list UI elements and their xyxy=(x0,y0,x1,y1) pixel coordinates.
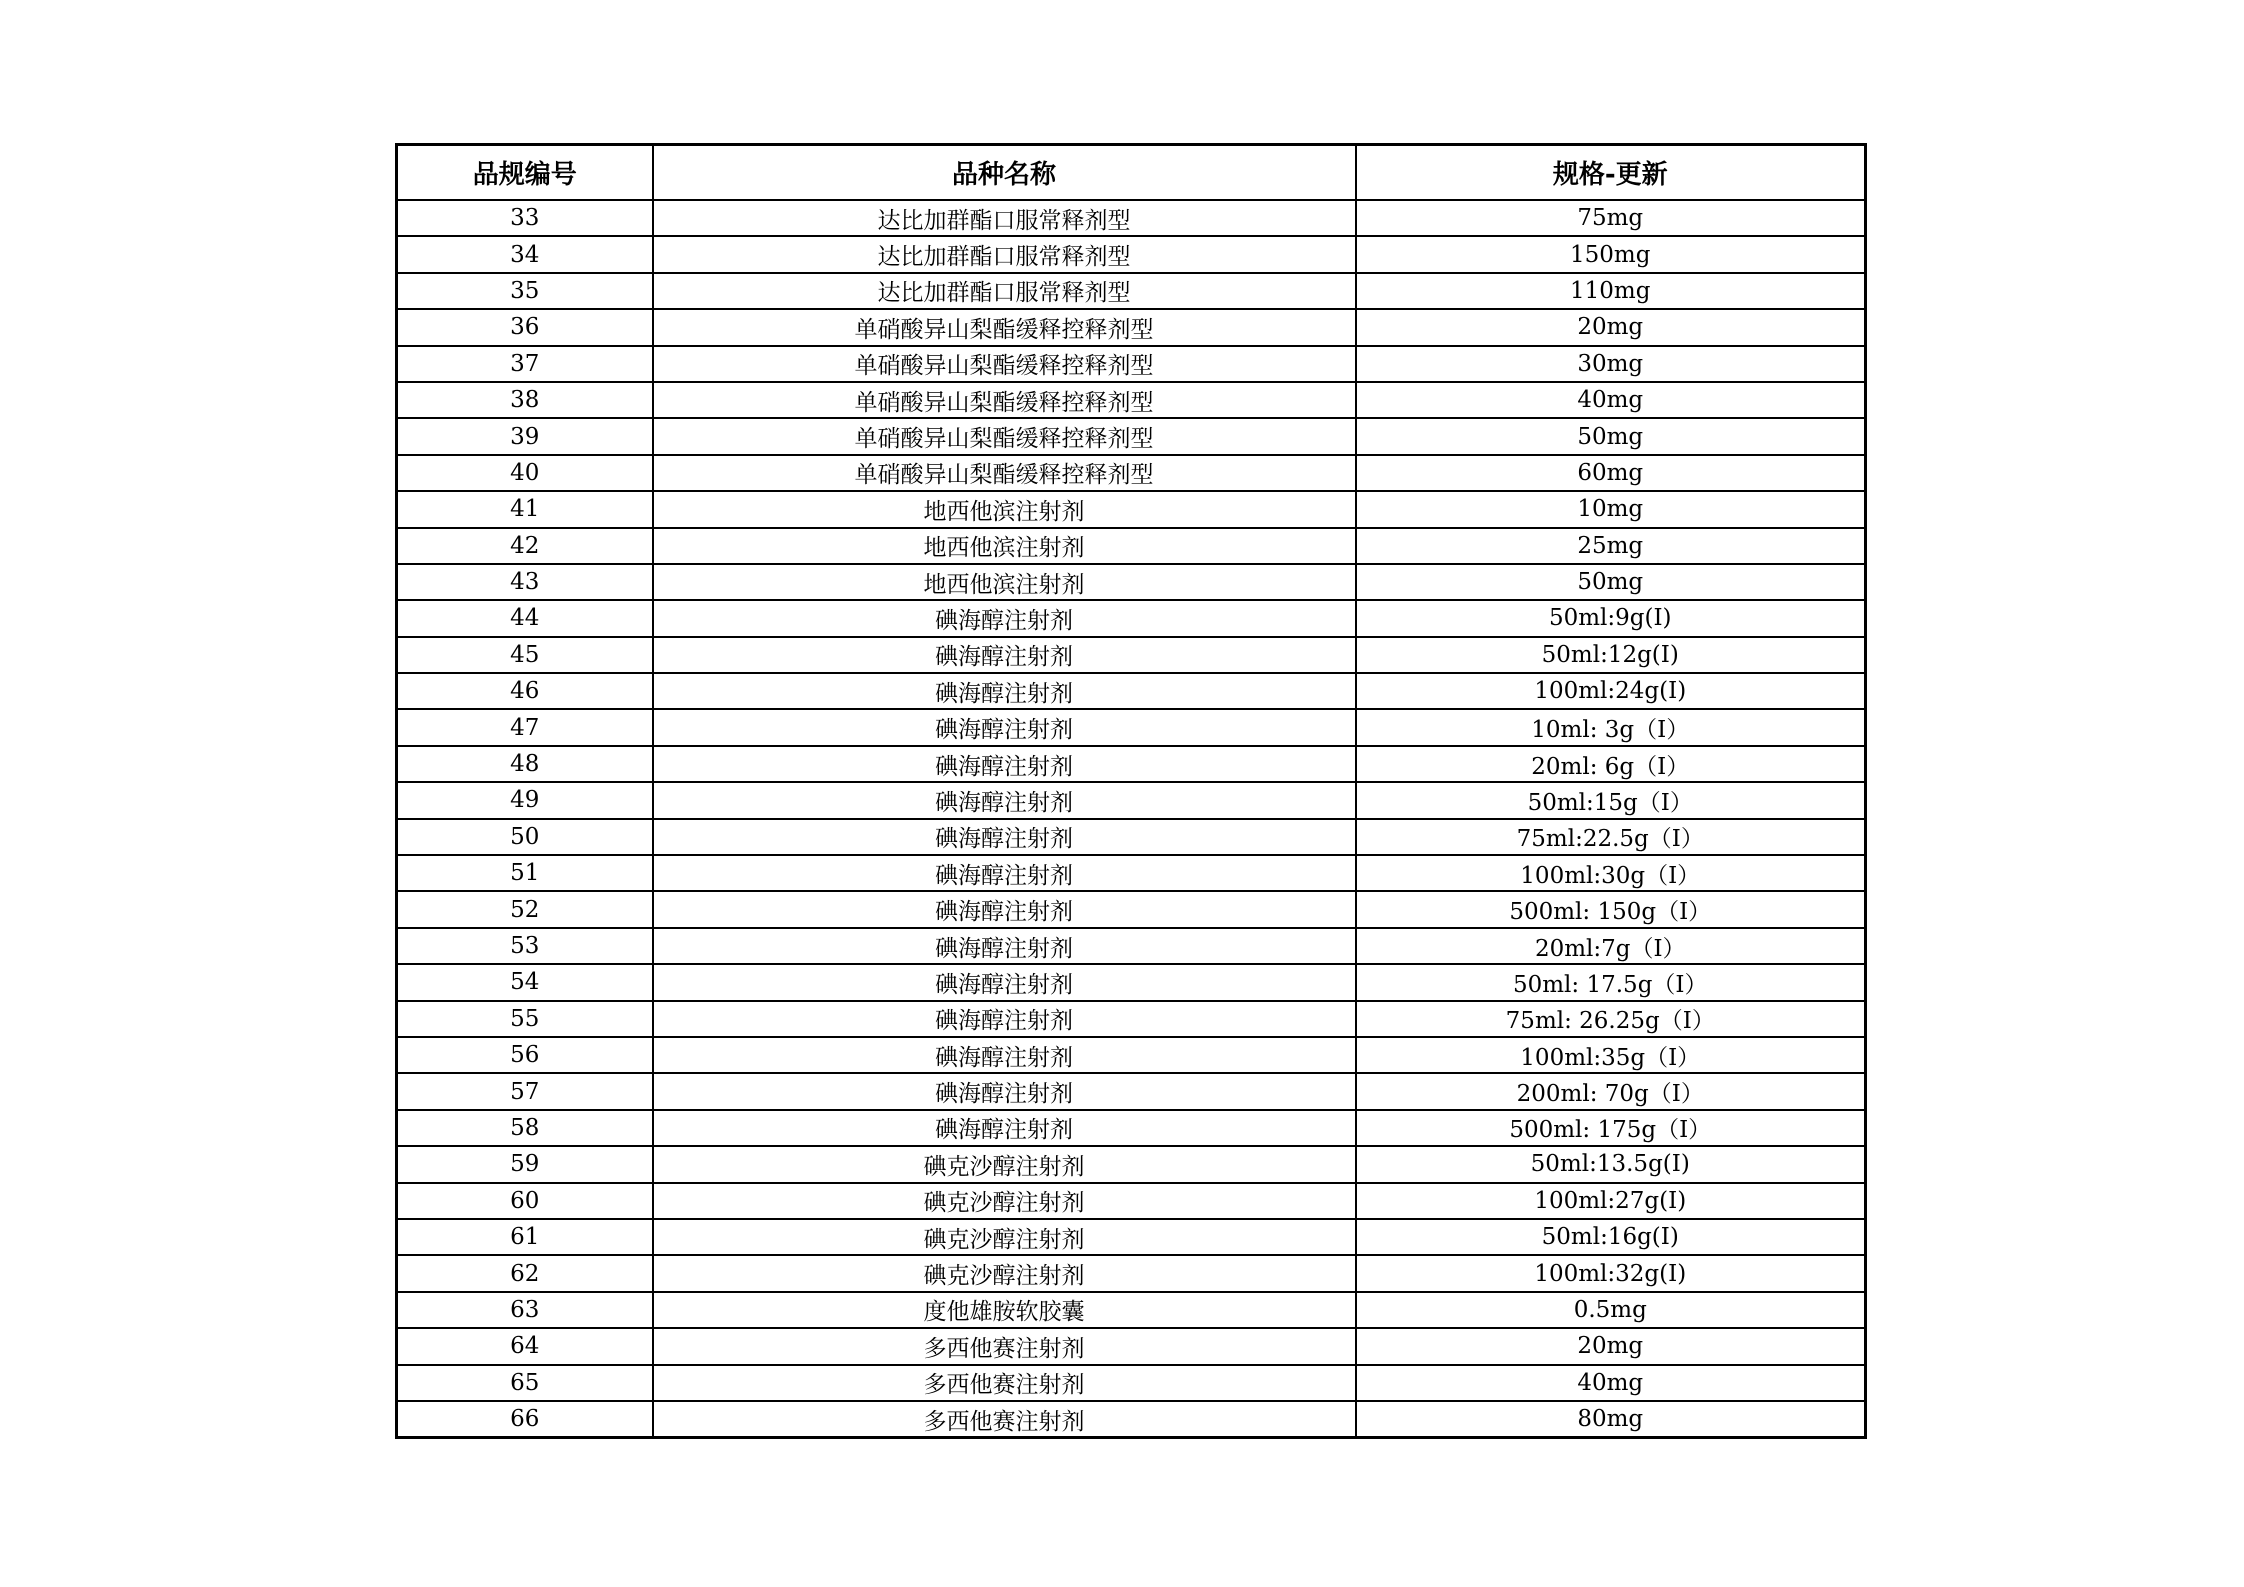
cell-specification: 50ml:13.5g(I) xyxy=(1356,1146,1866,1182)
cell-drug-name: 碘海醇注射剂 xyxy=(653,1110,1356,1146)
cell-drug-name: 碘海醇注射剂 xyxy=(653,746,1356,782)
cell-spec-number: 38 xyxy=(397,382,653,418)
cell-spec-number: 46 xyxy=(397,673,653,709)
cell-spec-number: 36 xyxy=(397,309,653,345)
cell-spec-number: 58 xyxy=(397,1110,653,1146)
table-row xyxy=(397,1328,1866,1364)
cell-drug-name: 碘海醇注射剂 xyxy=(653,673,1356,709)
table-row xyxy=(397,1255,1866,1291)
cell-drug-name: 多西他赛注射剂 xyxy=(653,1328,1356,1364)
cell-spec-number: 56 xyxy=(397,1037,653,1073)
table-row xyxy=(397,309,1866,345)
cell-drug-name: 地西他滨注射剂 xyxy=(653,528,1356,564)
cell-spec-number: 65 xyxy=(397,1365,653,1401)
cell-specification: 30mg xyxy=(1356,346,1866,382)
table-row xyxy=(397,564,1866,600)
cell-specification: 20ml:7g（I） xyxy=(1356,928,1866,964)
cell-specification: 50ml:15g（I） xyxy=(1356,782,1866,818)
cell-drug-name: 达比加群酯口服常释剂型 xyxy=(653,273,1356,309)
table-row xyxy=(397,637,1866,673)
drug-spec-table xyxy=(395,143,1867,1439)
table-row xyxy=(397,1401,1866,1438)
table-row xyxy=(397,1110,1866,1146)
cell-drug-name: 碘海醇注射剂 xyxy=(653,637,1356,673)
cell-specification: 75mg xyxy=(1356,200,1866,236)
table-row xyxy=(397,200,1866,236)
cell-spec-number: 43 xyxy=(397,564,653,600)
cell-specification: 50ml:16g(I) xyxy=(1356,1219,1866,1255)
cell-specification: 10mg xyxy=(1356,491,1866,527)
cell-drug-name: 达比加群酯口服常释剂型 xyxy=(653,236,1356,272)
cell-spec-number: 37 xyxy=(397,346,653,382)
cell-spec-number: 62 xyxy=(397,1255,653,1291)
cell-spec-number: 60 xyxy=(397,1183,653,1219)
table-row xyxy=(397,273,1866,309)
cell-specification: 40mg xyxy=(1356,382,1866,418)
cell-drug-name: 度他雄胺软胶囊 xyxy=(653,1292,1356,1328)
cell-drug-name: 碘克沙醇注射剂 xyxy=(653,1146,1356,1182)
cell-specification: 80mg xyxy=(1356,1401,1866,1438)
cell-spec-number: 50 xyxy=(397,819,653,855)
cell-specification: 100ml:32g(I) xyxy=(1356,1255,1866,1291)
table-row xyxy=(397,891,1866,927)
table-row xyxy=(397,528,1866,564)
cell-drug-name: 碘海醇注射剂 xyxy=(653,1073,1356,1109)
cell-specification: 150mg xyxy=(1356,236,1866,272)
cell-specification: 100ml:27g(I) xyxy=(1356,1183,1866,1219)
table-row xyxy=(397,928,1866,964)
cell-specification: 10ml: 3g（I） xyxy=(1356,709,1866,745)
table-row xyxy=(397,1037,1866,1073)
cell-spec-number: 44 xyxy=(397,600,653,636)
cell-drug-name: 碘海醇注射剂 xyxy=(653,709,1356,745)
cell-drug-name: 碘克沙醇注射剂 xyxy=(653,1183,1356,1219)
cell-spec-number: 33 xyxy=(397,200,653,236)
cell-spec-number: 42 xyxy=(397,528,653,564)
cell-specification: 50ml:12g(Ⅰ) xyxy=(1356,637,1866,673)
table-row xyxy=(397,746,1866,782)
cell-spec-number: 64 xyxy=(397,1328,653,1364)
cell-drug-name: 碘海醇注射剂 xyxy=(653,600,1356,636)
cell-spec-number: 35 xyxy=(397,273,653,309)
cell-spec-number: 52 xyxy=(397,891,653,927)
cell-spec-number: 47 xyxy=(397,709,653,745)
cell-spec-number: 63 xyxy=(397,1292,653,1328)
cell-specification: 100ml:24g(Ⅰ) xyxy=(1356,673,1866,709)
cell-drug-name: 单硝酸异山梨酯缓释控释剂型 xyxy=(653,309,1356,345)
cell-spec-number: 66 xyxy=(397,1401,653,1438)
cell-specification: 50mg xyxy=(1356,418,1866,454)
table-row xyxy=(397,709,1866,745)
cell-drug-name: 碘克沙醇注射剂 xyxy=(653,1219,1356,1255)
header-spec-number: 品规编号 xyxy=(397,145,653,201)
cell-spec-number: 39 xyxy=(397,418,653,454)
cell-spec-number: 45 xyxy=(397,637,653,673)
table-row xyxy=(397,1073,1866,1109)
table-row xyxy=(397,236,1866,272)
table-row xyxy=(397,1365,1866,1401)
cell-specification: 100ml:35g（I） xyxy=(1356,1037,1866,1073)
cell-spec-number: 34 xyxy=(397,236,653,272)
cell-specification: 500ml: 150g（I） xyxy=(1356,891,1866,927)
cell-specification: 75ml: 26.25g（I） xyxy=(1356,1001,1866,1037)
table-row xyxy=(397,1183,1866,1219)
cell-drug-name: 地西他滨注射剂 xyxy=(653,564,1356,600)
table-row xyxy=(397,964,1866,1000)
cell-specification: 40mg xyxy=(1356,1365,1866,1401)
table-row xyxy=(397,491,1866,527)
cell-drug-name: 碘克沙醇注射剂 xyxy=(653,1255,1356,1291)
header-row xyxy=(397,145,1866,201)
table-row xyxy=(397,673,1866,709)
table-row xyxy=(397,382,1866,418)
header-specification: 规格-更新 xyxy=(1356,145,1866,201)
cell-drug-name: 单硝酸异山梨酯缓释控释剂型 xyxy=(653,418,1356,454)
table-row xyxy=(397,1292,1866,1328)
header-drug-name: 品种名称 xyxy=(653,145,1356,201)
cell-drug-name: 碘海醇注射剂 xyxy=(653,964,1356,1000)
cell-drug-name: 单硝酸异山梨酯缓释控释剂型 xyxy=(653,346,1356,382)
cell-drug-name: 达比加群酯口服常释剂型 xyxy=(653,200,1356,236)
cell-drug-name: 碘海醇注射剂 xyxy=(653,891,1356,927)
cell-drug-name: 碘海醇注射剂 xyxy=(653,1001,1356,1037)
cell-specification: 110mg xyxy=(1356,273,1866,309)
cell-spec-number: 55 xyxy=(397,1001,653,1037)
cell-specification: 50ml: 17.5g（I） xyxy=(1356,964,1866,1000)
cell-drug-name: 碘海醇注射剂 xyxy=(653,782,1356,818)
cell-drug-name: 碘海醇注射剂 xyxy=(653,819,1356,855)
cell-drug-name: 多西他赛注射剂 xyxy=(653,1365,1356,1401)
cell-specification: 20mg xyxy=(1356,309,1866,345)
cell-drug-name: 碘海醇注射剂 xyxy=(653,928,1356,964)
table-row xyxy=(397,855,1866,891)
cell-specification: 50ml:9g(Ⅰ) xyxy=(1356,600,1866,636)
cell-spec-number: 61 xyxy=(397,1219,653,1255)
cell-spec-number: 59 xyxy=(397,1146,653,1182)
table-row xyxy=(397,819,1866,855)
table-row xyxy=(397,1001,1866,1037)
cell-specification: 500ml: 175g（I） xyxy=(1356,1110,1866,1146)
table-row xyxy=(397,346,1866,382)
table-row xyxy=(397,455,1866,491)
cell-specification: 200ml: 70g（I） xyxy=(1356,1073,1866,1109)
cell-specification: 0.5mg xyxy=(1356,1292,1866,1328)
cell-specification: 25mg xyxy=(1356,528,1866,564)
cell-spec-number: 57 xyxy=(397,1073,653,1109)
cell-specification: 20mg xyxy=(1356,1328,1866,1364)
cell-spec-number: 40 xyxy=(397,455,653,491)
cell-drug-name: 碘海醇注射剂 xyxy=(653,855,1356,891)
cell-drug-name: 多西他赛注射剂 xyxy=(653,1401,1356,1438)
cell-drug-name: 地西他滨注射剂 xyxy=(653,491,1356,527)
cell-specification: 20ml: 6g（I） xyxy=(1356,746,1866,782)
cell-spec-number: 54 xyxy=(397,964,653,1000)
table-row xyxy=(397,418,1866,454)
cell-spec-number: 49 xyxy=(397,782,653,818)
cell-specification: 75ml:22.5g（I） xyxy=(1356,819,1866,855)
cell-spec-number: 41 xyxy=(397,491,653,527)
table-row xyxy=(397,600,1866,636)
table-row xyxy=(397,782,1866,818)
cell-spec-number: 53 xyxy=(397,928,653,964)
table-row xyxy=(397,1146,1866,1182)
cell-specification: 100ml:30g（I） xyxy=(1356,855,1866,891)
table-body xyxy=(397,200,1866,1438)
cell-drug-name: 碘海醇注射剂 xyxy=(653,1037,1356,1073)
cell-drug-name: 单硝酸异山梨酯缓释控释剂型 xyxy=(653,455,1356,491)
table-header xyxy=(397,145,1866,201)
cell-spec-number: 51 xyxy=(397,855,653,891)
cell-spec-number: 48 xyxy=(397,746,653,782)
cell-drug-name: 单硝酸异山梨酯缓释控释剂型 xyxy=(653,382,1356,418)
cell-specification: 50mg xyxy=(1356,564,1866,600)
table-row xyxy=(397,1219,1866,1255)
cell-specification: 60mg xyxy=(1356,455,1866,491)
